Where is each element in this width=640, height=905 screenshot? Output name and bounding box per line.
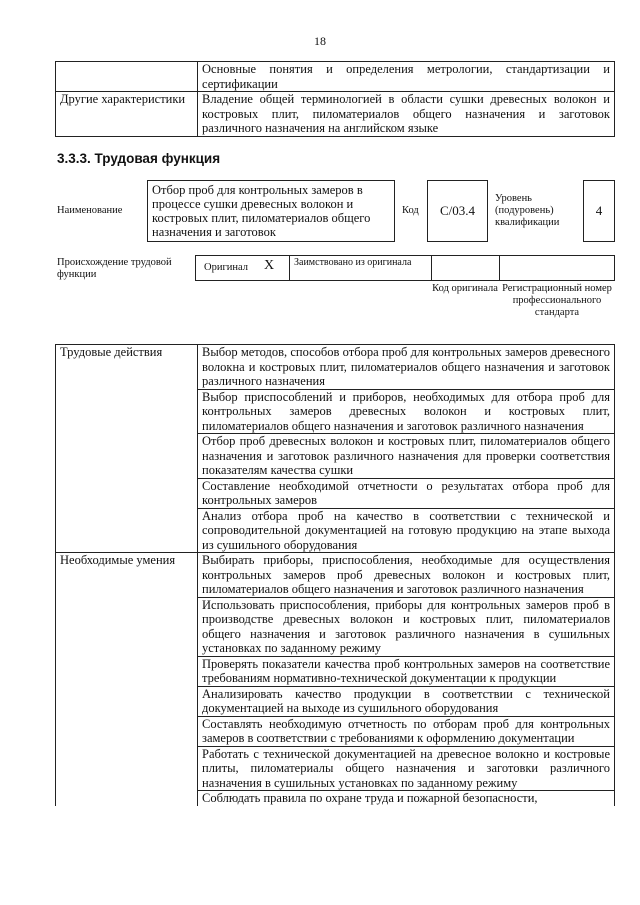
item-cell: Работать с технической документацией на древесное волокно и костровые плиты, пиломатериалы общего назначения и заготовки различного назначения в сушильных установках по заданному режиму bbox=[198, 746, 615, 791]
item-cell: Выбирать приборы, приспособления, необходимые для осуществления контрольных замеров проб древесных волокон и костровых плит, пиломатериалов общего назначения и заготовок различного назначения bbox=[198, 553, 615, 598]
row-label: Другие характеристики bbox=[56, 92, 198, 137]
table-row bbox=[56, 92, 615, 137]
original-cell bbox=[196, 256, 290, 280]
function-name-value: Отбор проб для контрольных замеров в процессе сушки древесных волокон и костровых плит, пиломатериалов общего назначения и заготовок bbox=[147, 180, 395, 242]
function-details-table bbox=[55, 344, 615, 806]
category-cell: Трудовые действия bbox=[56, 345, 198, 553]
original-mark: X bbox=[264, 258, 275, 273]
item-cell: Использовать приспособления, приборы для контрольных замеров проб в производстве древесных волокон и костровых плит, пиломатериалов общего назначения и заготовок различного назначения в сушильных установках по заданному режиму bbox=[198, 597, 615, 656]
page-number: 18 bbox=[314, 34, 326, 48]
item-cell: Анализировать качество продукции в соответствии с технической документацией на выходе из сушильного оборудования bbox=[198, 686, 615, 716]
category-cell: Необходимые умения bbox=[56, 553, 198, 806]
row-label bbox=[56, 62, 198, 92]
item-cell: Соблюдать правила по охране труда и пожарной безопасности, bbox=[198, 791, 615, 806]
table-row bbox=[56, 62, 615, 92]
code-value: С/03.4 bbox=[427, 180, 488, 242]
item-cell: Составление необходимой отчетности о результатах отбора проб для контрольных замеров bbox=[198, 478, 615, 508]
qualification-level-value: 4 bbox=[583, 180, 615, 242]
item-cell: Выбор приспособлений и приборов, необходимых для отбора проб для контрольных замеров древесных волокон и костровых плит, пиломатериалов общего назначения и заготовок различного назначения bbox=[198, 389, 615, 434]
qualification-level-label: Уровень (подуровень) квалификации bbox=[495, 193, 560, 228]
row-text: Владение общей терминологией в области сушки древесных волокон и костровых плит, пиломатериалов общего назначения и заготовок различного назначения на английском языке bbox=[198, 92, 615, 137]
borrowed-label: Заимствовано из оригинала bbox=[294, 257, 412, 268]
table-row bbox=[56, 553, 615, 598]
section-heading: 3.3.3. Трудовая функция bbox=[57, 151, 221, 166]
item-cell: Отбор проб древесных волокон и костровых плит, пиломатериалов общего назначения и заготовок различного назначения для проверки соответствия показателям качества сушки bbox=[198, 434, 615, 479]
code-original-caption: Код оригинала bbox=[432, 283, 498, 294]
code-label: Код bbox=[402, 205, 419, 216]
general-characteristics-table bbox=[55, 61, 615, 137]
table-row bbox=[56, 345, 615, 390]
item-cell: Выбор методов, способов отбора проб для контрольных замеров древесного волокна и костровых плит, пиломатериалов общего назначения и заготовок различного назначения bbox=[198, 345, 615, 390]
borrowed-cell bbox=[290, 256, 432, 280]
original-label: Оригинал bbox=[204, 262, 248, 273]
origin-label: Происхождение трудовой функции bbox=[57, 257, 172, 280]
name-label: Наименование bbox=[57, 205, 123, 216]
code-original-cell bbox=[432, 256, 500, 280]
item-cell: Составлять необходимую отчетность по отборам проб для контрольных замеров в соответствии с требованиями к оформлению документации bbox=[198, 716, 615, 746]
item-cell: Анализ отбора проб на качество в соответствии с технической и сопроводительной документацией на готовую продукцию на этапе выхода из сушильного оборудования bbox=[198, 508, 615, 553]
origin-row bbox=[195, 255, 615, 281]
reg-number-cell bbox=[500, 256, 614, 280]
row-text: Основные понятия и определения метрологии, стандартизации и сертификации bbox=[198, 62, 615, 92]
item-cell: Проверять показатели качества проб контрольных замеров на соответствие требованиям нормативно-технической документации к продукции bbox=[198, 656, 615, 686]
reg-number-caption: Регистрационный номер профессионального стандарта bbox=[502, 283, 612, 318]
